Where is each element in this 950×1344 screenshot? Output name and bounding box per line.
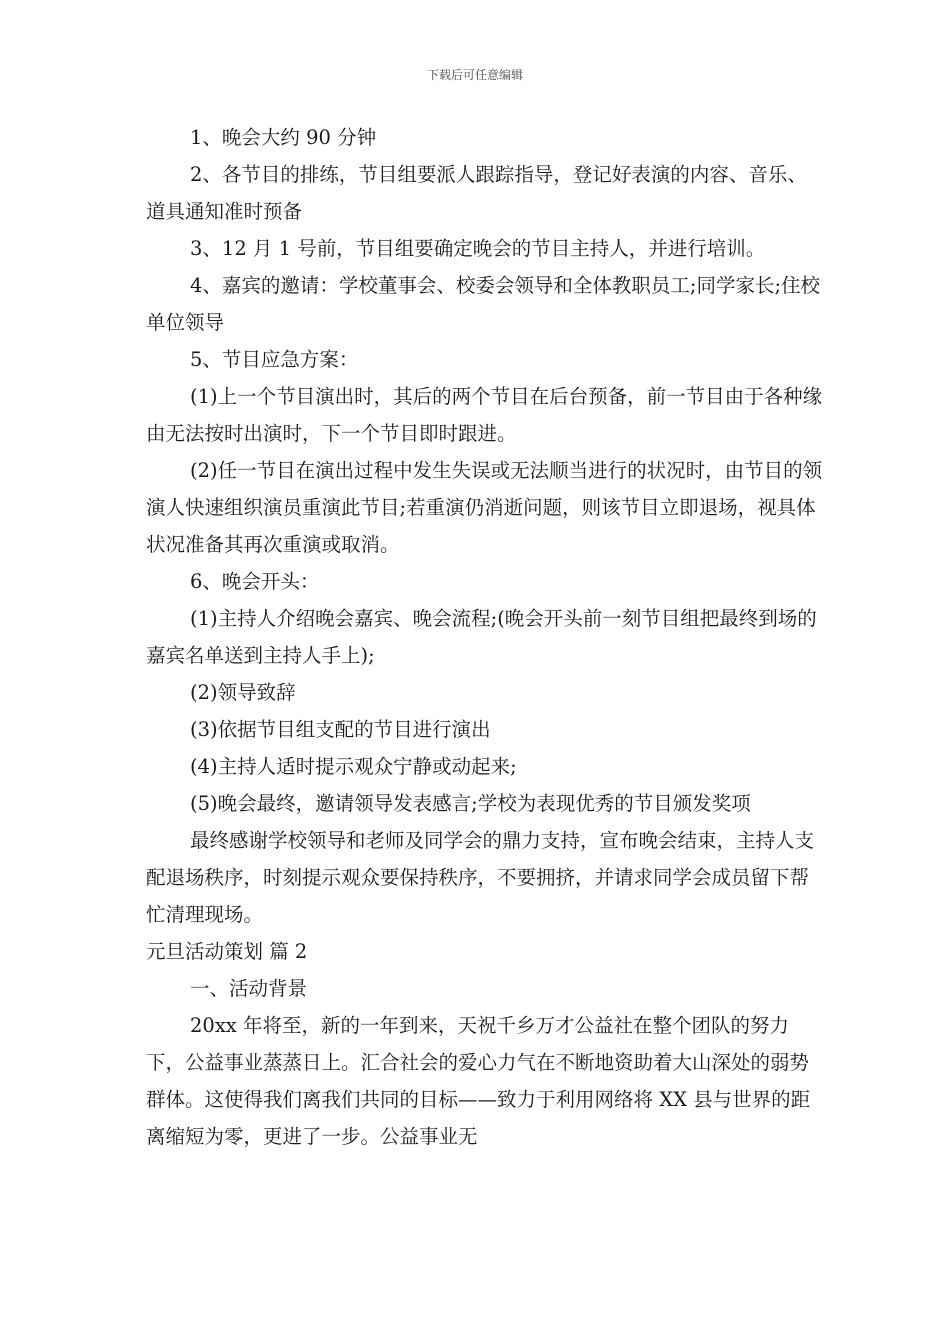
paragraph-opening-item-2: (2)领导致辞 (190, 681, 296, 704)
paragraph-opening-item-3: (3)依据节目组支配的节目进行演出 (190, 718, 491, 741)
paragraph-opening-item-4: (4)主持人适时提示观众宁静或动起来; (190, 755, 517, 778)
paragraph-opening-item-1: (1)主持人介绍晚会嘉宾、晚会流程;(晚会开头前一刻节目组把最终到场的嘉宾名单送到主持人手上); (146, 607, 817, 667)
document-body (146, 119, 826, 1155)
paragraph-guest-invitation: 4、嘉宾的邀请：学校董事会、校委会领导和全体教职员工;同学家长;住校单位领导 (146, 274, 821, 334)
subsection-title-background: 一、活动背景 (190, 977, 308, 1000)
paragraph-duration: 1、晚会大约 90 分钟 (190, 126, 377, 149)
paragraph-closing: 最终感谢学校领导和老师及同学会的鼎力支持，宣布晚会结束，主持人支配退场秩序，时刻提示观众要保持秩序，不要拥挤，并请求同学会成员留下帮忙清理现场。 (146, 829, 815, 926)
page-header: 下载后可任意编辑 (426, 68, 523, 82)
paragraph-background: 20xx 年将至，新的一年到来，天祝千乡万才公益社在整个团队的努力下，公益事业蒸蒸日上。汇合社会的爱心力气在不断地资助着大山深处的弱势群体。这使得我们离我们共同的目标——致力于利用网络将 XX 县与世界的距离缩短为零，更进了一步。公益事业无 (146, 1014, 811, 1148)
paragraph-opening: 6、晚会开头： (190, 570, 320, 593)
paragraph-opening-item-5: (5)晚会最终，邀请领导发表感言;学校为表现优秀的节目颁发奖项 (190, 792, 751, 815)
paragraph-rehearsal: 2、各节目的排练，节目组要派人跟踪指导，登记好表演的内容、音乐、道具通知准时预备 (146, 163, 807, 223)
paragraph-emergency-plan: 5、节目应急方案： (190, 348, 359, 371)
paragraph-emergency-item-2: (2)任一节目在演出过程中发生失误或无法顺当进行的状况时，由节目的领演人快速组织演员重演此节目;若重演仍消逝问题，则该节目立即退场，视具体状况准备其再次重演或取消。 (146, 459, 823, 556)
paragraph-host-training: 3、12 月 1 号前，节目组要确定晚会的节目主持人，并进行培训。 (190, 237, 766, 260)
section-title: 元旦活动策划 篇 2 (146, 940, 308, 963)
paragraph-emergency-item-1: (1)上一个节目演出时，其后的两个节目在后台预备，前一节目由于各种缘由无法按时出演时，下一个节目即时跟进。 (146, 385, 823, 445)
